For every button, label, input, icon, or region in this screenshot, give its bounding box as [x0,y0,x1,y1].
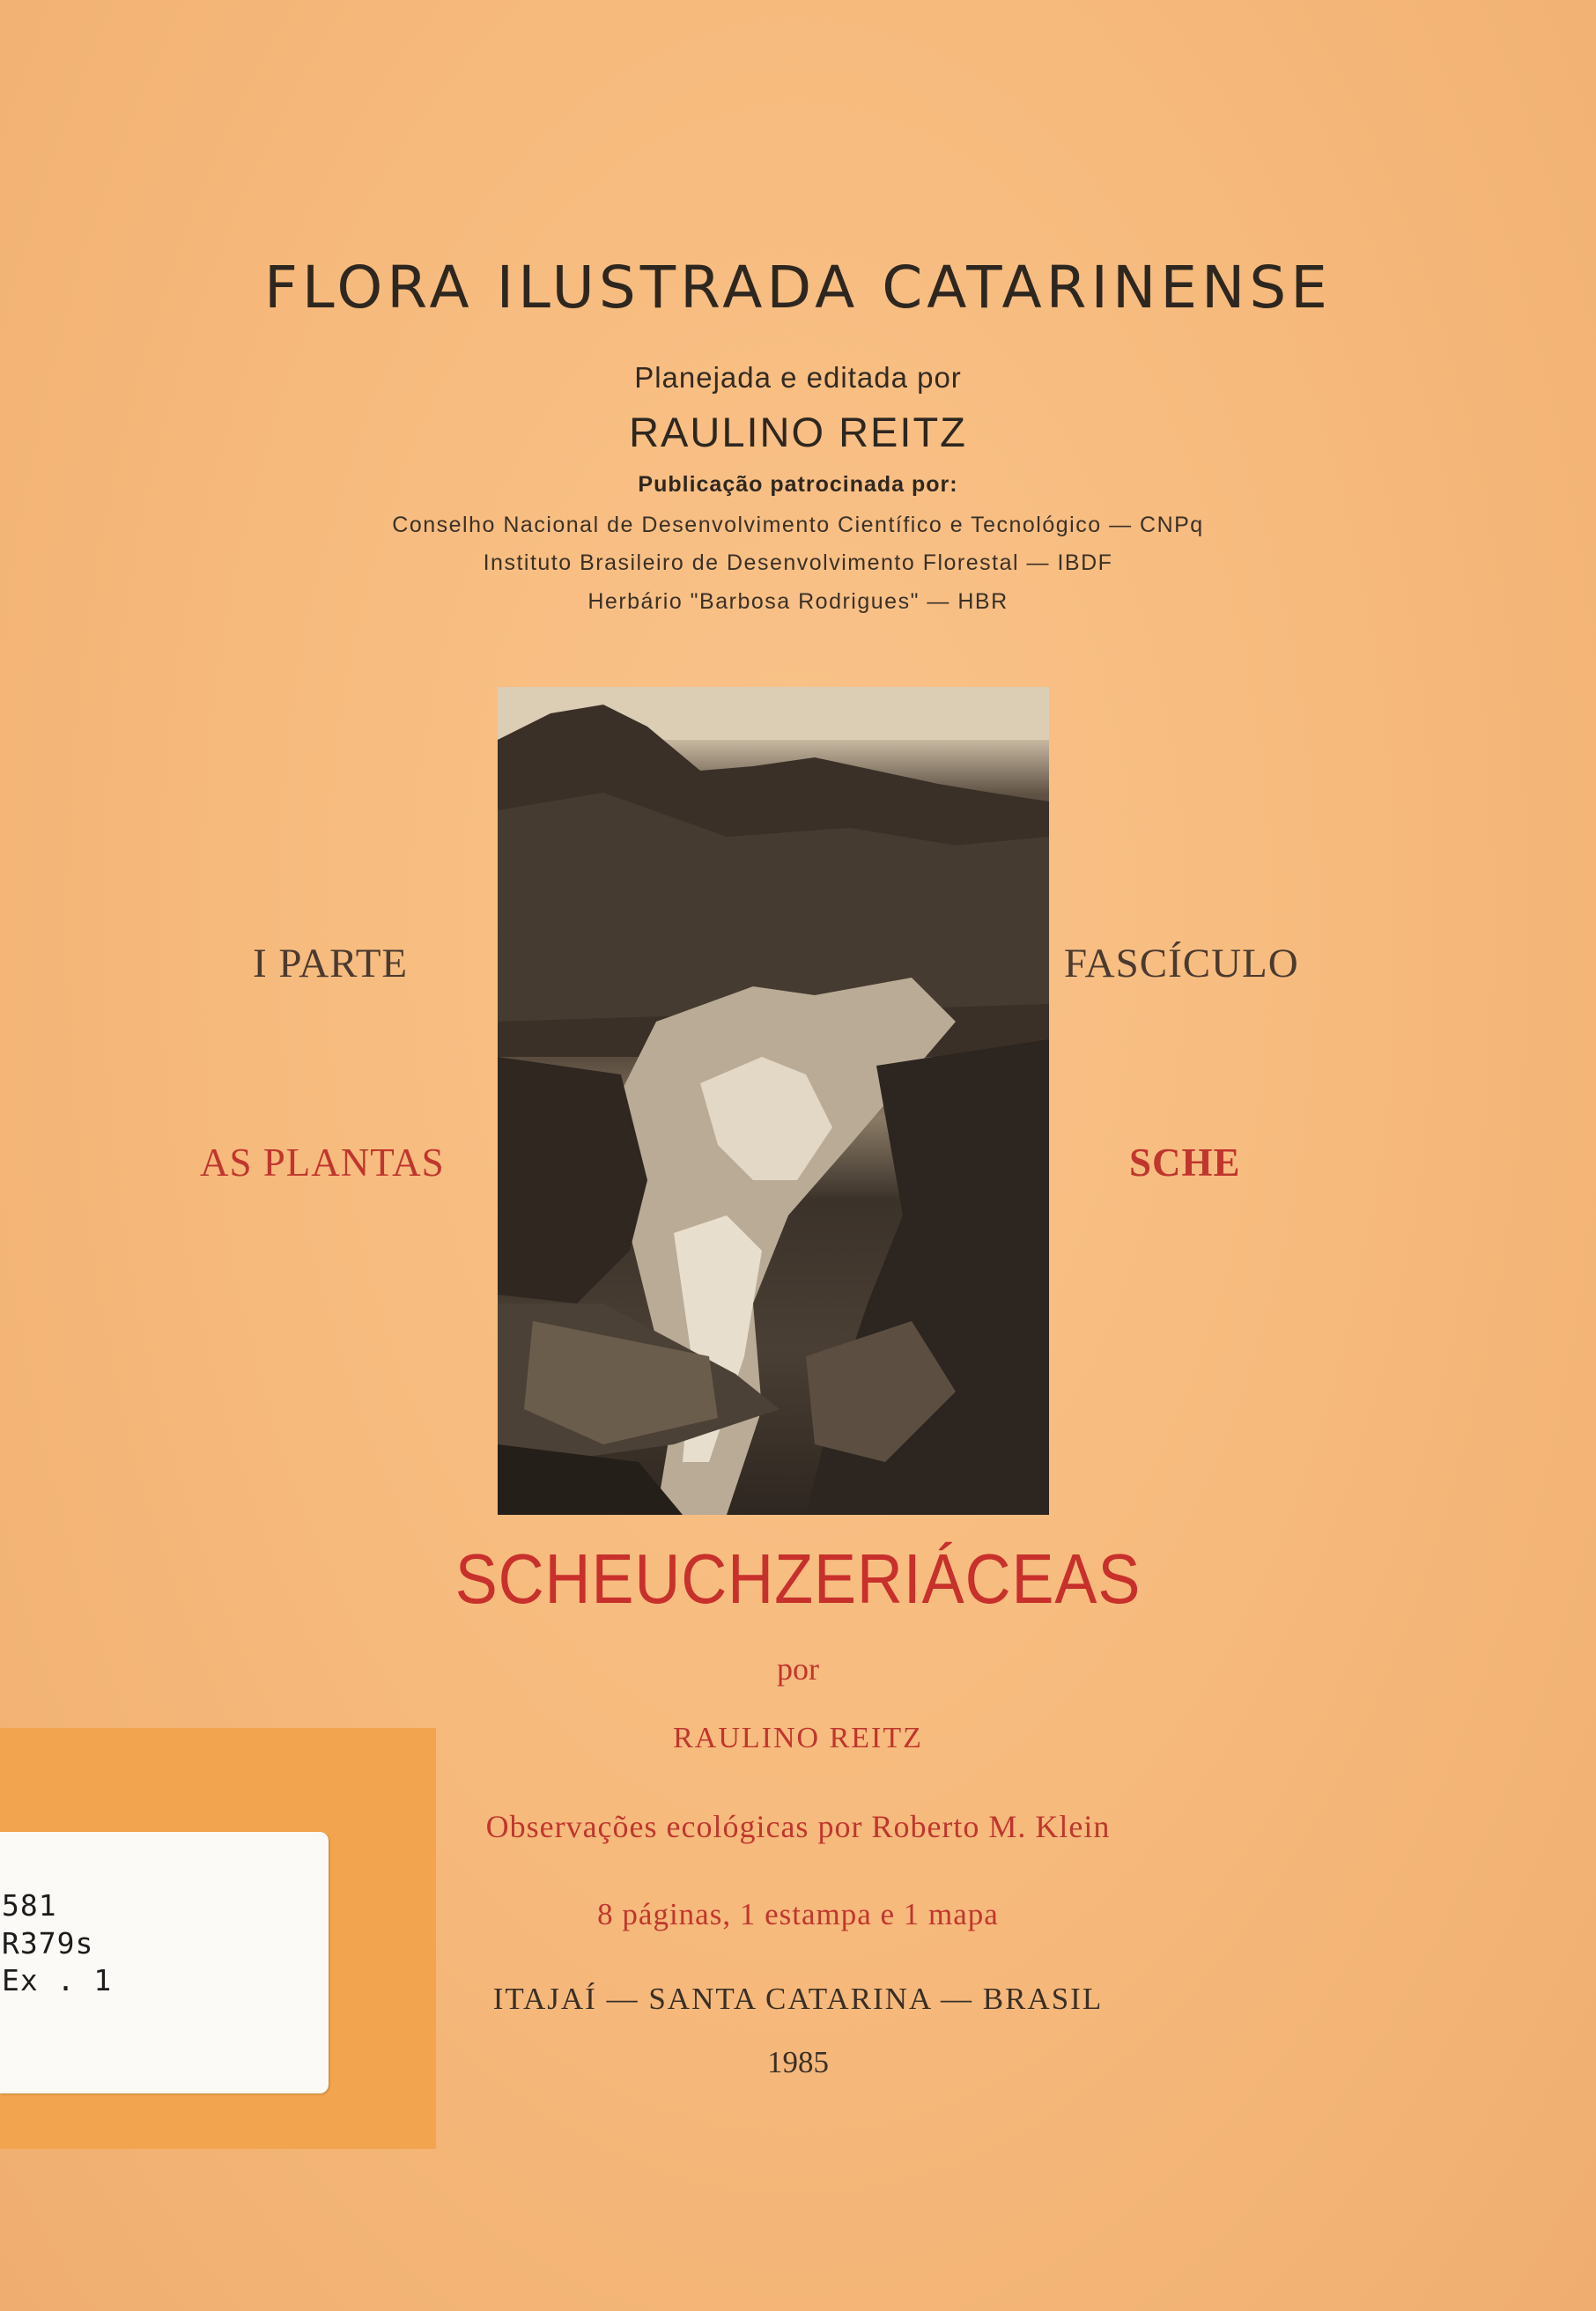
sponsorship-label: Publicação patrocinada por: [638,472,958,497]
fascicle-label: FASCÍCULO [1064,941,1299,986]
call-number-class: 581 [2,1888,57,1923]
sponsor-ibdf: Instituto Brasileiro de Desenvolvimento Florestal — IBDF [483,550,1113,575]
publication-place: ITAJAÍ — SANTA CATARINA — BRASIL [492,1982,1104,2016]
series-title: FLORA ILUSTRADA CATARINENSE [263,254,1333,321]
publication-year: 1985 [767,2045,829,2079]
part-label: I PARTE [253,941,409,986]
extent-text: 8 páginas, 1 estampa e 1 mapa [597,1897,999,1931]
waterfall-photo [498,687,1049,1515]
call-number-copy: Ex . 1 [2,1963,113,1997]
ecological-observations: Observações ecológicas por Roberto M. Klein [485,1809,1111,1844]
call-number-cutter: R379s [2,1926,94,1960]
waterfall-photo-illustration [498,687,1049,1515]
family-title: SCHEUCHZERIÁCEAS [454,1539,1142,1618]
sponsor-cnpq: Conselho Nacional de Desenvolvimento Científico e Tecnológico — CNPq [392,513,1204,537]
planned-by-text: Planejada e editada por [634,361,962,394]
author-name: RAULINO REITZ [673,1722,923,1754]
library-call-number-label [0,1832,329,2093]
family-code: SCHE [1129,1141,1241,1185]
plants-label: AS PLANTAS [200,1141,445,1185]
editor-name: RAULINO REITZ [629,409,967,455]
by-text: por [777,1651,819,1687]
sponsor-hbr: Herbário "Barbosa Rodrigues" — HBR [587,589,1009,614]
